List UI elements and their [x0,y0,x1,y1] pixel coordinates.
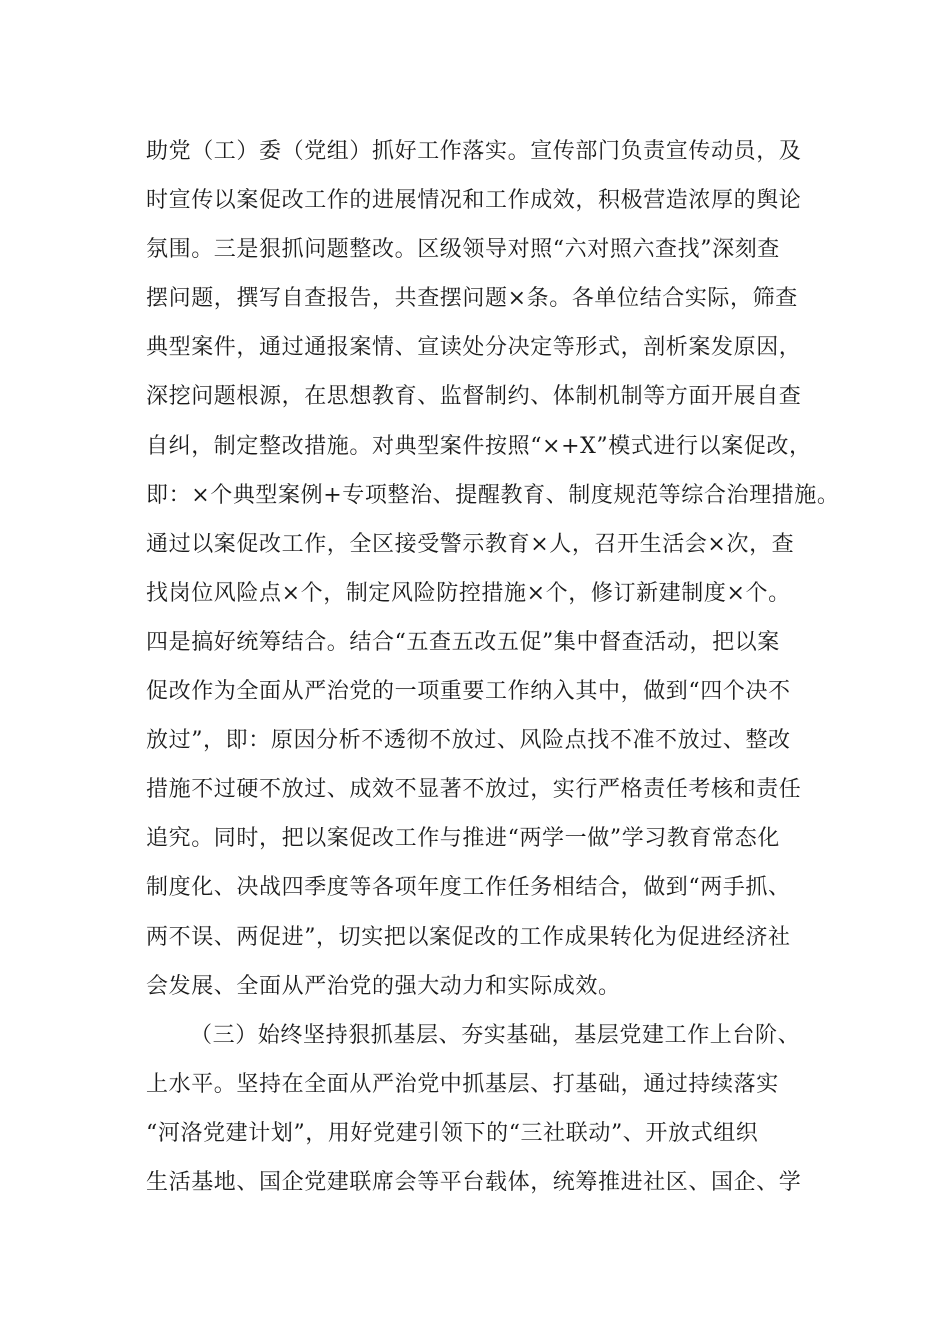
text-line: 措施不过硬不放过、成效不显著不放过，实行严格责任考核和责任 [146,777,802,803]
body-text [146,134,840,1214]
text-line: 放过”，即：原因分析不透彻不放过、风险点找不准不放过、整改 [146,728,791,754]
section-heading-line: （三）始终坚持狠抓基层、夯实基础，基层党建工作上台阶、 [190,1022,801,1048]
text-line: 时宣传以案促改工作的进展情况和工作成效，积极营造浓厚的舆论 [146,188,802,214]
text-line: 两不误、两促进”，切实把以案促改的工作成果转化为促进经济社 [146,924,791,950]
text-line: 典型案件，通过通报案情、宣读处分决定等形式，剖析案发原因， [146,335,802,361]
text-line: 自纠，制定整改措施。对典型案件按照“×+X”模式进行以案促改， [146,433,812,459]
text-line: 摆问题，撰写自查报告，共查摆问题×条。各单位结合实际，筛查 [146,286,798,312]
text-line: 氛围。三是狠抓问题整改。区级领导对照“六对照六查找”深刻查 [146,237,780,263]
text-line: 助党（工）委（党组）抓好工作落实。宣传部门负责宣传动员，及 [146,139,802,164]
text-line: 通过以案促改工作，全区接受警示教育×人，召开生活会×次，查 [146,531,795,557]
text-line: 上水平。坚持在全面从严治党中抓基层、打基础，通过持续落实 [146,1071,779,1097]
text-line: 促改作为全面从严治党的一项重要工作纳入其中，做到“四个决不 [146,679,791,705]
text-line: 生活基地、国企党建联席会等平台载体，统筹推进社区、国企、学 [146,1169,802,1195]
text-line: 深挖问题根源，在思想教育、监督制约、体制机制等方面开展自查 [146,384,802,410]
text-line: 即：×个典型案例+专项整治、提醒教育、制度规范等综合治理措施。 [146,482,840,508]
text-line: 找岗位风险点×个，制定风险防控措施×个，修订新建制度×个。 [146,580,791,606]
text-line: 追究。同时，把以案促改工作与推进“两学一做”学习教育常态化 [146,826,780,852]
text-line: 制度化、决战四季度等各项年度工作任务相结合，做到“两手抓、 [146,875,791,901]
text-line: 会发展、全面从严治党的强大动力和实际成效。 [146,973,621,999]
text-line: 四是搞好统筹结合。结合“五查五改五促”集中督查活动，把以案 [146,629,780,655]
text-line: “河洛党建计划”，用好党建引领下的“三社联动”、开放式组织 [146,1120,759,1146]
